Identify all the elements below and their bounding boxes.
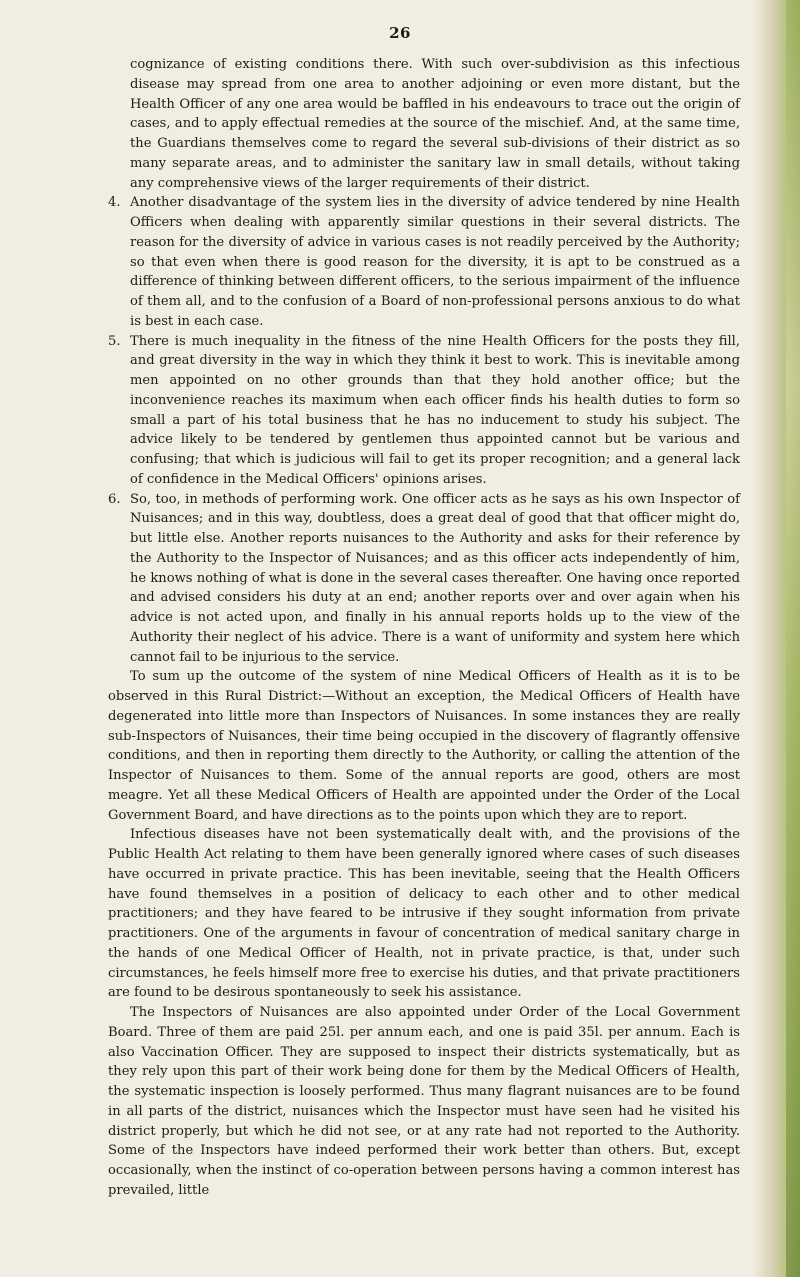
item-text: There is much inequality in the fitness of the nine Health Officers for the posts they fill, and great diversity in the way in which they think it best to work. This is inevitable among men appointed on no other grounds than that they hold another office; but the inconvenience reaches its maximum when each officer finds his health duties to form so small a part of his total business that he has no inducement to study his subject. The advice likely to be tendered by gentlemen thus appointed cannot but be various and confusing; that which is judicious will fail to get its proper recognition; and a general lack of confidence in the Medical Officers' opinions arises. bbox=[130, 333, 740, 487]
numbered-item bbox=[108, 193, 740, 331]
item-number: 4. bbox=[108, 195, 121, 211]
body-text bbox=[108, 55, 740, 1201]
inspectors-paragraph: The Inspectors of Nuisances are also appointed under Order of the Local Government Board. Three of them are paid 25l. per annum each, and one is paid 35l. per annum. Each is also Vaccination Officer. They are supposed to inspect their districts systematically, but as they rely upon this part of their work being done for them by the Medical Officers of Health, the systematic inspection is loosely performed. Thus many flagrant nuisances are to be found in all parts of the district, nuisances which the Inspector must have seen had he visited his district properly, but which he did not see, or at any rate had not reported to the Authority. Some of the Inspectors have indeed performed their work better than others. But, except occasionally, when the instinct of co-operation between persons having a common interest has prevailed, little bbox=[108, 1005, 740, 1198]
continuation-paragraph: cognizance of existing conditions there. With such over-subdivision as this infectious disease may spread from one area to another adjoining or even more distant, but the Health Officer of any one area would be baffled in his endeavours to trace out the origin of cases, and to apply effectual remedies at the source of the mischief. And, at the same time, the Guardians themselves come to regard the several sub-divisions of their district as so many separate areas, and to administer the sanitary law in small details, without taking any comprehensive views of the larger requirements of their district. bbox=[130, 57, 740, 191]
item-text: So, too, in methods of performing work. One officer acts as he says as his own Inspector of Nuisances; and in this way, doubtless, does a great deal of good that that officer might do, but little else. Another reports nuisances to the Authority and asks for their reference by the Authority to the Inspector of Nuisances; and as this officer acts independently of him, he knows nothing of what is done in the several cases thereafter. One having once reported and advised considers his duty at an end; another reports over and over again when his advice is not acted upon, and finally in his annual reports holds up to the view of the Authority their neglect of his advice. There is a want of uniformity and system here which cannot fail to be injurious to the service. bbox=[130, 491, 740, 665]
page-number: 26 bbox=[389, 24, 411, 42]
item-text: Another disadvantage of the system lies in the diversity of advice tendered by nine Health Officers when dealing with apparently similar questions in their several districts. The reason for the diversity of advice in various cases is not readily perceived by the Authority; so that even when there is good reason for the diversity, it is apt to be construed as a difference of thinking between different officers, to the serious impairment of the influence of them all, and to the confusion of a Board of non-professional persons anxious to do what is best in each case. bbox=[130, 195, 740, 329]
item-number: 6. bbox=[108, 491, 121, 507]
numbered-item bbox=[108, 490, 740, 668]
infectious-diseases-paragraph: Infectious diseases have not been systematically dealt with, and the provisions of the Public Health Act relating to them have been generally ignored where cases of such diseases have occurred in private practice. This has been inevitable, seeing that the Health Officers have found themselves in a position of delicacy to each other and to other medical practitioners; and they have feared to be intrusive if they sought information from private practitioners. One of the arguments in favour of concentration of medical sanitary charge in the hands of one Medical Officer of Health, not in private practice, is that, under such circumstances, he feels himself more free to exercise his duties, and that private practitioners are found to be desirous spontaneously to seek his assistance. bbox=[108, 827, 740, 1001]
page-edge-shadow bbox=[786, 0, 800, 1277]
item-number: 5. bbox=[108, 333, 121, 349]
numbered-item bbox=[108, 332, 740, 490]
summary-paragraph: To sum up the outcome of the system of nine Medical Officers of Health as it is to be observed in this Rural District:—Without an exception, the Medical Officers of Health have degenerated into little more than Inspectors of Nuisances. In some instances they are really sub-Inspectors of Nuisances, their time being occupied in the discovery of flagrantly offensive conditions, and then in reporting them directly to the Authority, or calling the attention of the Inspector of Nuisances to them. Some of the annual reports are good, others are most meagre. Yet all these Medical Officers of Health are appointed under the Order of the Local Government Board, and have directions as to the points upon which they are to report. bbox=[108, 669, 740, 823]
